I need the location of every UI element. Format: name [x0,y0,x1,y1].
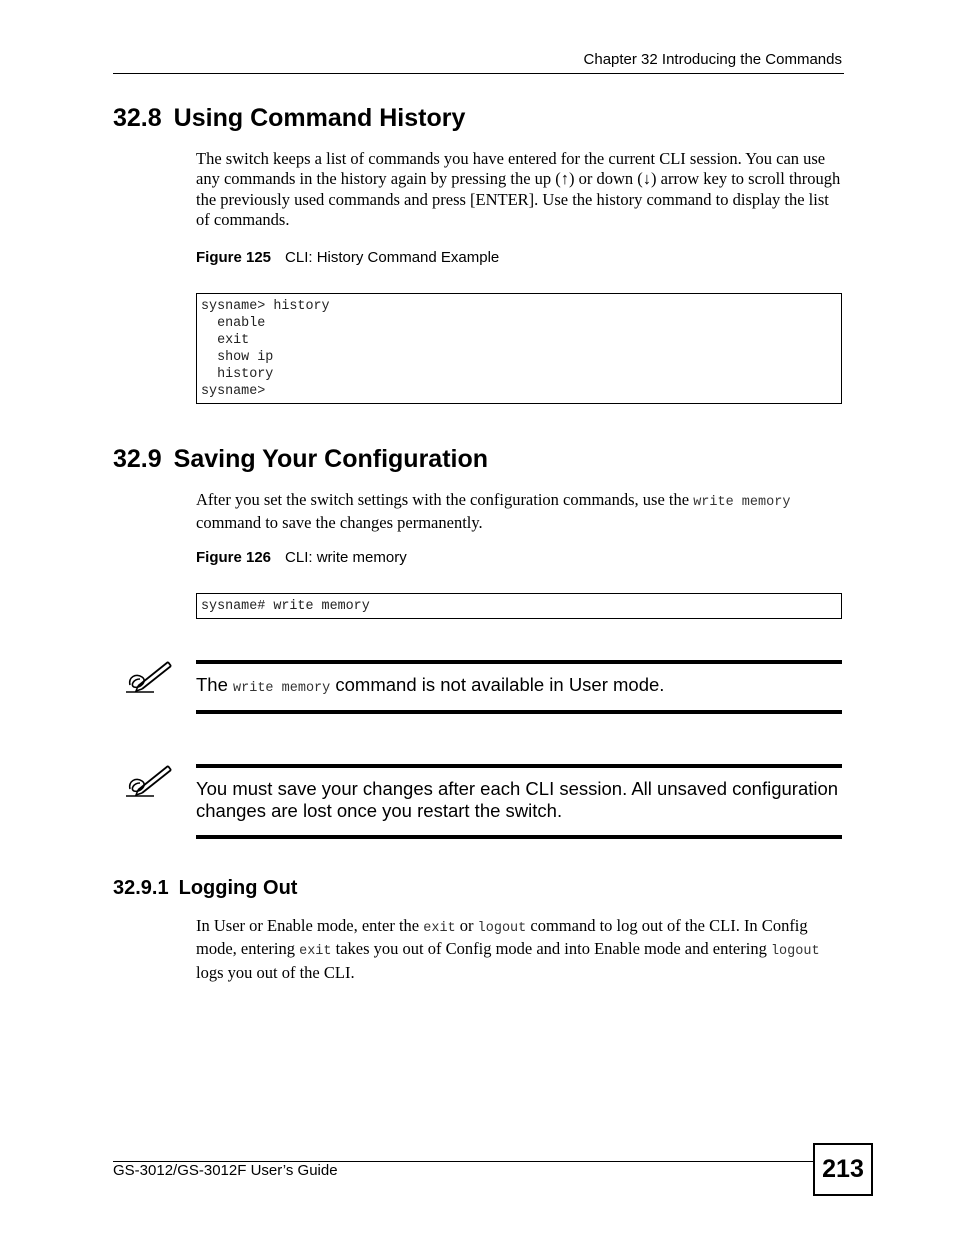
page-number: 213 [813,1143,873,1196]
inline-code: logout [477,921,527,936]
note-write-memory [196,674,842,700]
text-run: command to log out of the CLI. In Config mode, entering [196,916,808,959]
note-bottom-rule [196,835,842,839]
code-line: sysname> history [201,299,330,314]
note-bottom-rule [196,710,842,714]
running-header: Chapter 32 Introducing the Commands [583,51,842,68]
write-memory-code-block [196,593,842,619]
section-heading-32-8 [113,104,465,133]
text-run: In User or Enable mode, enter the [196,916,424,935]
text-run: ) arrow key to scroll through the previously used commands and press [ENTER]. Use the history command to display the list of commands. [196,169,841,229]
code-line: exit [201,333,250,348]
note-pencil-icon [124,763,174,799]
history-paragraph [196,149,844,230]
history-code-block [196,293,842,404]
code-line: enable [201,316,266,331]
code-line: show ip [201,350,274,365]
code-line: sysname> [201,384,266,399]
note-save-changes: You must save your changes after each CLI session. All unsaved configuration changes are lost once you restart the switch. [196,778,839,821]
figure-label: Figure 125 [196,249,272,266]
text-run: ) or down ( [569,169,643,189]
figure-title: CLI: History Command Example [285,249,500,266]
figure-caption-126 [196,549,407,566]
section-heading-32-9 [113,445,488,474]
figure-title: CLI: write memory [285,549,407,566]
note-top-rule [196,764,842,768]
text-run: command is not available in User mode. [330,674,665,695]
section-title: Saving Your Configuration [173,445,489,473]
figure-caption-125 [196,249,499,266]
up-arrow-icon: ↑ [560,169,570,189]
text-run: logs you out of the CLI. [196,962,355,982]
text-run: After you set the switch settings with the configuration commands, use the [196,490,694,509]
save-paragraph [196,490,844,534]
section-number: 32.9.1 [113,877,169,899]
section-title: Logging Out [178,877,298,899]
figure-label: Figure 126 [196,549,272,566]
down-arrow-icon: ↓ [642,169,652,189]
text-run: or [455,916,478,935]
footer-guide-title: GS-3012/GS-3012F User’s Guide [113,1162,338,1179]
text-run: command to save the changes permanently. [196,513,483,533]
inline-code: write memory [693,495,791,510]
code-line: sysname# write memory [201,599,370,614]
inline-code: write memory [233,681,331,696]
text-run: The [196,674,234,695]
section-title: Using Command History [173,104,466,132]
note-pencil-icon [124,659,174,695]
section-heading-32-9-1 [113,877,297,900]
inline-code: exit [423,921,456,936]
inline-code: logout [770,944,820,960]
inline-code: exit [299,944,332,960]
text-run: takes you out of Config mode and into Enable mode and entering [331,939,771,959]
section-number: 32.9 [113,445,162,473]
code-line: history [201,367,274,382]
note-top-rule [196,660,842,664]
text-run: The switch keeps a list of commands you have entered for the current CLI session. You can use any commands in the history again by pressing the up ( [196,149,826,189]
logout-paragraph [196,916,844,983]
section-number: 32.8 [113,104,162,132]
header-divider [113,73,844,74]
